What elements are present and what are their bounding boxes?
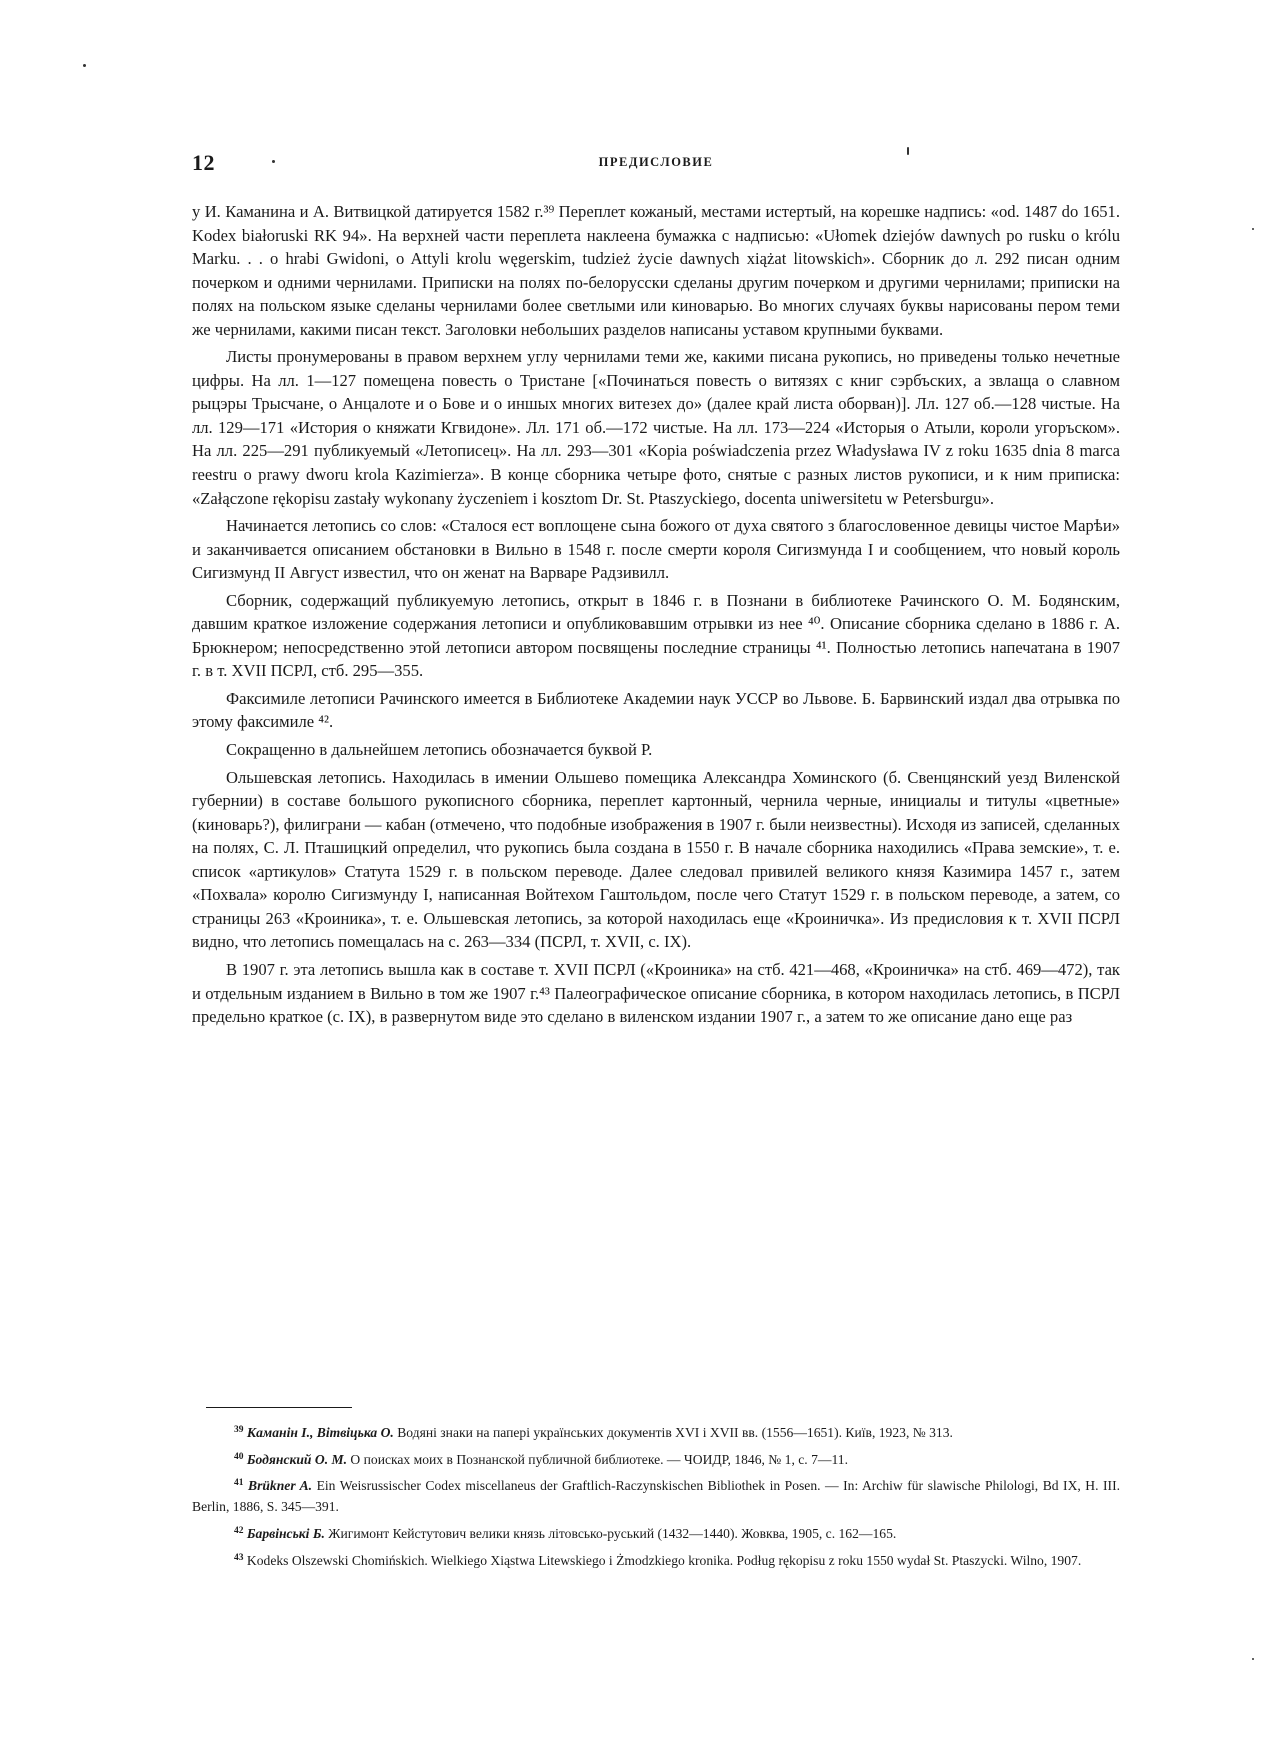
footnote-number: 42	[234, 1525, 244, 1536]
footnote-author: Brükner A.	[248, 1478, 313, 1494]
paragraph: Листы пронумерованы в правом верхнем углу чернилами теми же, какими писана рукопись, но приведены только нечетные цифры. На лл. 1—127 помещена повесть о Тристане [«Починаться повесть о витязях с книг сэрбъских, а звлаща о славном рыцэры Трысчане, о Анцалоте и о Бове и о иншых многих витезех до» (далее край листа оборван)]. Лл. 127 об.—128 чистые. На лл. 129—171 «История о княжати Кгвидоне». Лл. 171 об.—172 чистые. На лл. 173—224 «Исторыя о Атыли, короли угоръском». На лл. 225—291 публикуемый «Летописец». На лл. 293—301 «Kopia poświadczenia przez Władysława IV z roku 1635 dnia 8 marca reestru o prawy dworu krola Kazimierza». В конце сборника четыре фото, снятые с разных листов рукописи, и к ним приписка: «Załączone rękopisu zastały wykonany życzeniem i kosztom Dr. St. Ptaszyckiego, docenta uniwersitetu w Petersburgu».	[192, 347, 1120, 508]
page-header	[192, 150, 1120, 174]
scan-speck	[272, 160, 275, 163]
main-text	[192, 200, 1120, 1033]
footnote-divider	[206, 1407, 352, 1408]
scan-speck	[1252, 228, 1254, 230]
paragraph: В 1907 г. эта летопись вышла как в составе т. XVII ПСРЛ («Кроиника» на стб. 421—468, «Кроиничка» на стб. 469—472), так и отдельным изданием в Вильно в том же 1907 г.⁴³ Палеографическое описание сборника, в котором находилась летопись, в ПСРЛ предельно краткое (с. IX), в развернутом виде это сделано в виленском издании 1907 г., а затем то же описание дано еще раз	[192, 959, 1120, 1027]
scan-speck	[83, 64, 86, 67]
footnote-number: 43	[234, 1552, 244, 1563]
running-title: ПРЕДИСЛОВИЕ	[598, 155, 714, 169]
footnote	[192, 1548, 1120, 1572]
footnote-number: 40	[234, 1451, 244, 1462]
footnote-text: Жигимонт Кейстутович велики князь літовсько-руський (1432—1440). Жовква, 1905, с. 162—165.	[328, 1525, 897, 1541]
footnote-author: Барвінські Б.	[246, 1525, 325, 1541]
footnotes	[192, 1420, 1120, 1574]
footnote-text: О поисках моих в Познанской публичной библиотеке. — ЧОИДР, 1846, № 1, с. 7—11.	[350, 1451, 848, 1467]
footnote-text: Ein Weisrussischer Codex miscellaneus der Graftlich-Raczynskischen Bibliothek in Posen. — In: Archiw für slawische Philologi, Bd IX, H. III. Berlin, 1886, S. 345—391.	[192, 1478, 1121, 1515]
footnote-number: 39	[234, 1425, 244, 1435]
scan-speck	[1252, 1658, 1254, 1660]
paragraph: у И. Каманина и А. Витвицкой датируется 1582 г.³⁹ Переплет кожаный, местами истертый, на корешке надпись: «od. 1487 do 1651. Kodex białoruski RK 94». На верхней части переплета наклеена бумажка с надписью: «Ułomek dziejów dawnych po rusku o królu Marku. . . o hrabi Gwidoni, o Attyli krolu węgerskim, tudzież życie dawnych xiążat litowskich». Сборник до л. 292 писан одним почерком и одними чернилами. Приписки на полях по-белорусски сделаны другим почерком и другими чернилами; приписки на полях на польском языке сделаны чернилами более светлыми или киноварью. Во многих случаях буквы нарисованы пером теми же чернилами, какими писан текст. Заголовки небольших разделов написаны уставом крупными буквами.	[192, 202, 1120, 339]
page-number: 12	[192, 150, 215, 175]
scan-speck	[907, 147, 909, 155]
paragraph: Сборник, содержащий публикуемую летопись, открыт в 1846 г. в Познани в библиотеке Рачинского О. М. Бодянским, давшим краткое изложение содержания летописи и опубликовавшим отрывки из нее ⁴⁰. Описание сборника сделано в 1886 г. А. Брюкнером; непосредственно этой летописи автором посвящены последние страницы ⁴¹. Полностью летопись напечатана в 1907 г. в т. XVII ПСРЛ, стб. 295—355.	[192, 590, 1120, 681]
footnote	[192, 1447, 1120, 1471]
paragraph: Сокращенно в дальнейшем летопись обозначается буквой Р.	[226, 740, 653, 760]
footnote-text: Водяні знаки на папері українських документів XVI і XVII вв. (1556—1651). Київ, 1923, № 313.	[397, 1425, 953, 1440]
footnote-author: Каманін І., Вітвіцька О.	[246, 1425, 394, 1440]
footnote	[192, 1473, 1120, 1517]
paragraph: Начинается летопись со слов: «Сталося ест воплощене сына божого от духа святого з благословенное девицы чистое Марѣи» и заканчивается описанием обстановки в Вильно в 1548 г. после смерти короля Сигизмунда I и сообщением, что новый король Сигизмунд II Август известил, что он женат на Варваре Радзивилл.	[192, 516, 1120, 583]
footnote	[192, 1420, 1120, 1444]
footnote	[192, 1521, 1120, 1545]
footnote-number: 41	[234, 1478, 244, 1489]
footnote-text: Kodeks Olszewski Chomińskich. Wielkiego Xiąstwa Litewskiego i Żmodzkiego kronika. Podług rękopisu z roku 1550 wydał St. Ptaszycki. Wilno, 1907.	[246, 1552, 1082, 1568]
footnote-author: Бодянский О. М.	[246, 1451, 347, 1467]
paragraph: Ольшевская летопись. Находилась в имении Ольшево помещика Александра Хоминского (б. Свенцянский уезд Виленской губернии) в составе большого рукописного сборника, переплет картонный, чернила черные, инициалы и титулы «цветные» (киноварь?), филиграни — кабан (отмечено, что подобные изображения в 1907 г. были неизвестны). Исходя из записей, сделанных на полях, С. Л. Пташицкий определил, что рукопись была создана в 1550 г. В начале сборника находились «Права земские», т. е. список «артикулов» Статута 1529 г. в польском переводе. Далее следовал привилей великого князя Казимира 1457 г., затем «Похвала» королю Сигизмунду I, написанная Войтехом Гаштольдом, после чего Статут 1529 г. в польском переводе, а затем, со страницы 263 «Кроиника», т. е. Ольшевская летопись, за которой находилась еще «Кроиничка». Из предисловия к т. XVII ПСРЛ видно, что летопись помещалась на с. 263—334 (ПСРЛ, т. XVII, с. IX).	[192, 767, 1120, 952]
paragraph: Факсимиле летописи Рачинского имеется в Библиотеке Академии наук УССР во Львове. Б. Барвинский издал два отрывка по этому факсимиле ⁴².	[192, 688, 1120, 732]
